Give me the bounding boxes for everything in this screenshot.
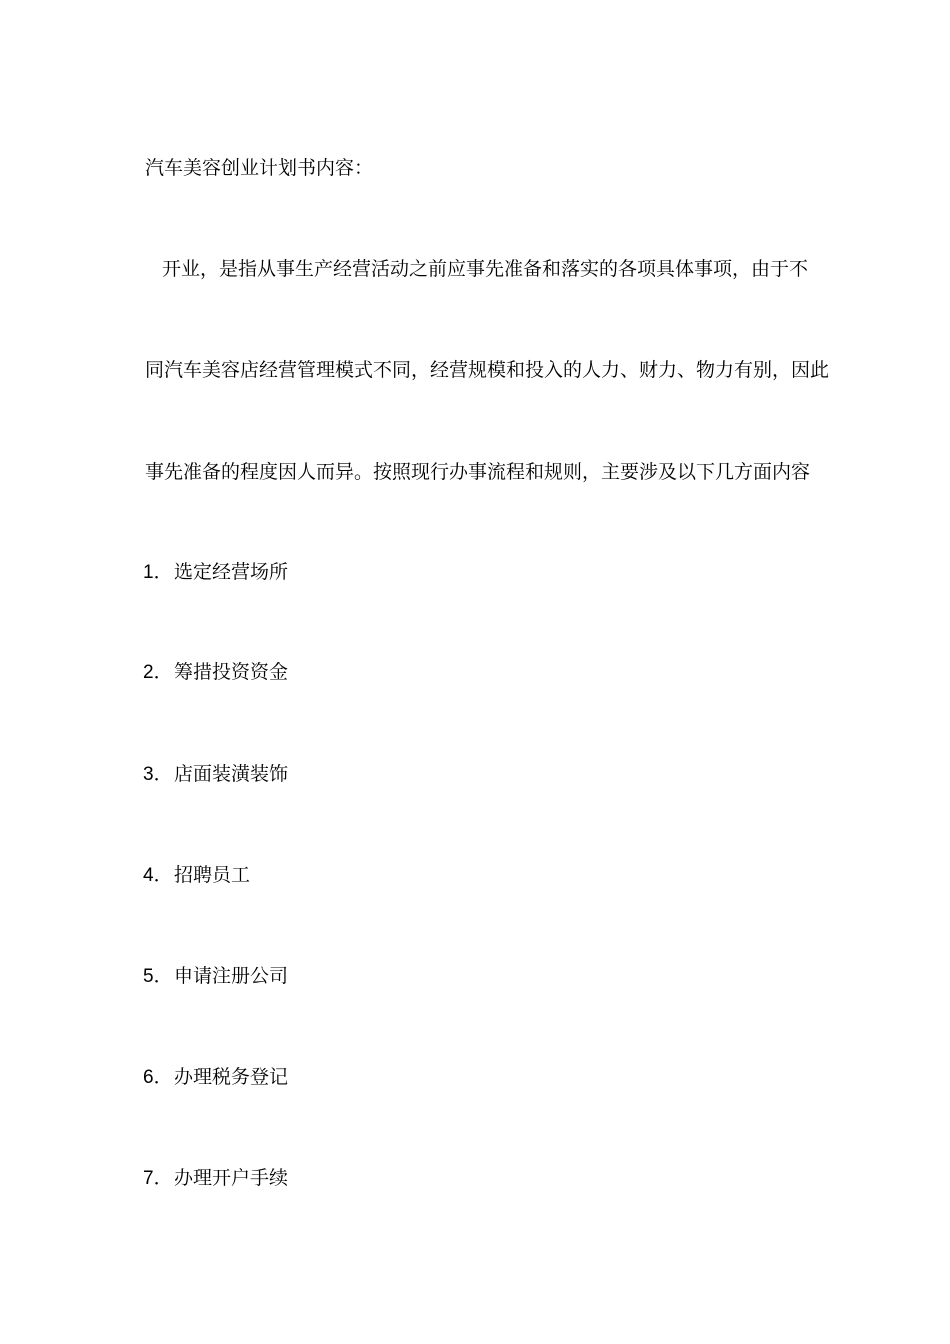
- list-item-number: 5．: [143, 966, 173, 987]
- list-item: [143, 1166, 288, 1191]
- document-title: 汽车美容创业计划书内容：: [145, 157, 374, 179]
- list-item-text: 店面装潢装饰: [174, 763, 289, 785]
- list-item: [143, 660, 288, 685]
- list-item: [143, 560, 288, 585]
- intro-line-1: [145, 257, 808, 281]
- list-item: [143, 964, 288, 989]
- list-item-text: 申请注册公司: [174, 965, 289, 987]
- list-item-text: 办理开户手续: [174, 1167, 289, 1189]
- intro-line-3: [145, 460, 810, 484]
- list-item: [143, 762, 288, 787]
- list-item-number: 2．: [143, 662, 173, 683]
- intro-line-2-text: 同汽车美容店经营管理模式不同，经营规模和投入的人力、财力、物力有别，因此: [145, 359, 830, 381]
- list-item-number: 7．: [143, 1168, 173, 1189]
- list-item-text: 选定经营场所: [174, 561, 289, 583]
- list-item-number: 1．: [143, 562, 173, 583]
- intro-line-1-text: 开业，是指从事生产经营活动之前应事先准备和落实的各项具体事项，由于不: [162, 258, 809, 280]
- list-item: [143, 863, 250, 888]
- list-item-text: 筹措投资资金: [174, 661, 289, 683]
- list-item-number: 6．: [143, 1067, 173, 1088]
- list-item-text: 招聘员工: [174, 864, 251, 886]
- intro-line-2: [145, 358, 829, 382]
- list-item-number: 3．: [143, 764, 173, 785]
- list-item-number: 4．: [143, 865, 173, 886]
- intro-line-3-text: 事先准备的程度因人而异。按照现行办事流程和规则，主要涉及以下几方面内容: [145, 461, 811, 483]
- list-item-text: 办理税务登记: [174, 1066, 289, 1088]
- list-item: [143, 1065, 288, 1090]
